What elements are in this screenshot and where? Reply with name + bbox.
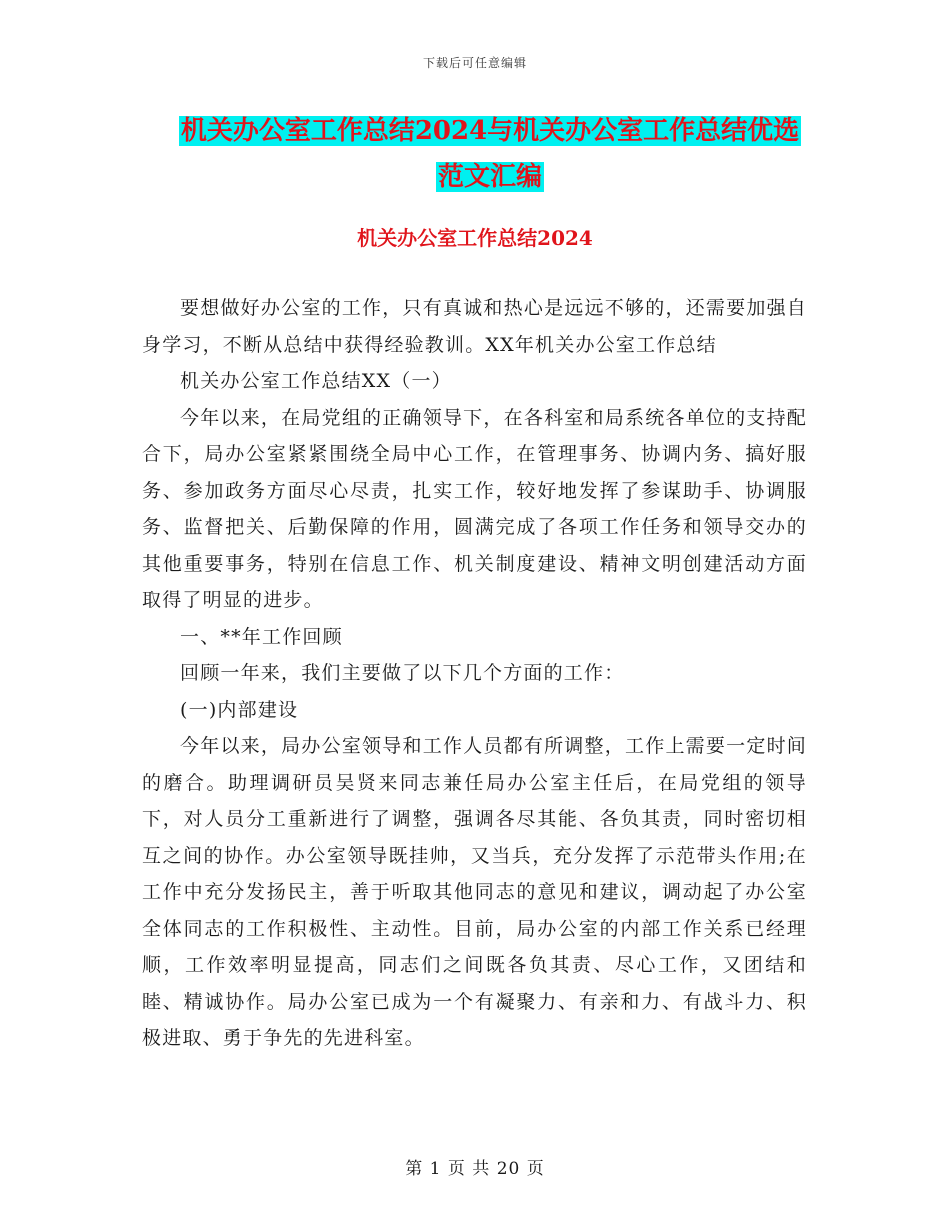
paragraph-heading-internal: (一)内部建设: [180, 698, 299, 721]
document-title: [140, 108, 840, 200]
document-title-line-1: 机关办公室工作总结2024与机关办公室工作总结优选: [180, 116, 800, 146]
header-note: 下载后可任意编辑: [422, 56, 527, 70]
document-body: [142, 290, 807, 1057]
page-number: 第 1 页 共 20 页: [405, 1159, 545, 1179]
document-title-line-2: 范文汇编: [437, 162, 542, 192]
paragraph-intro: 要想做好办公室的工作，只有真诚和热心是远远不够的，还需要加强自身学习，不断从总结中获得经验教训。XX年机关办公室工作总结: [142, 297, 807, 356]
section-title: 机关办公室工作总结2024: [357, 226, 593, 250]
paragraph-review-intro: 回顾一年来，我们主要做了以下几个方面的工作：: [180, 662, 625, 684]
paragraph-overview: 今年以来，在局党组的正确领导下，在各科室和局系统各单位的支持配合下，局办公室紧紧围绕全局中心工作，在管理事务、协调内务、搞好服务、参加政务方面尽心尽责，扎实工作，较好地发挥了参谋助手、协调服务、监督把关、后勤保障的作用，圆满完成了各项工作任务和领导交办的其他重要事务，特别在信息工作、机关制度建设、精神文明创建活动方面取得了明显的进步。: [142, 406, 807, 611]
paragraph-internal-building: 今年以来，局办公室领导和工作人员都有所调整，工作上需要一定时间的磨合。助理调研员吴贤来同志兼任局办公室主任后，在局党组的领导下，对人员分工重新进行了调整，强调各尽其能、各负其责，同时密切相互之间的协作。办公室领导既挂帅，又当兵，充分发挥了示范带头作用;在工作中充分发扬民主，善于听取其他同志的意见和建议，调动起了办公室全体同志的工作积极性、主动性。目前，局办公室的内部工作关系已经理顺，工作效率明显提高，同志们之间既各负其责、尽心工作，又团结和睦、精诚协作。局办公室已成为一个有凝聚力、有亲和力、有战斗力、积极进取、勇于争先的先进科室。: [142, 735, 807, 1049]
paragraph-heading-part-one: 机关办公室工作总结XX（一）: [180, 370, 452, 392]
paragraph-heading-review: 一、**年工作回顾: [180, 625, 343, 648]
